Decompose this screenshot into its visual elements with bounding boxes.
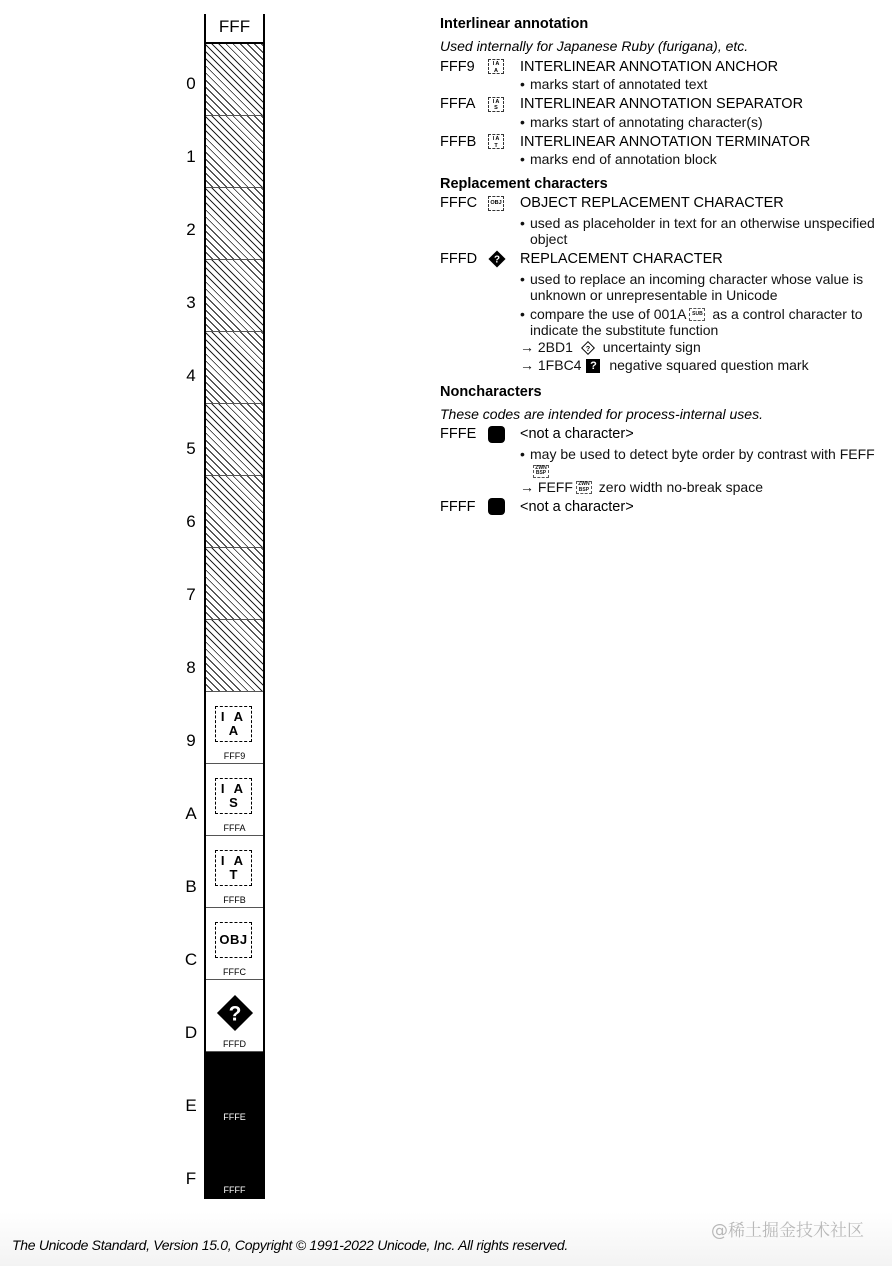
cell-code: FFFA: [223, 823, 246, 833]
interlinear-anchor-icon: I A A: [215, 706, 252, 742]
entry-bullet: • used to replace an incoming character whose value is unknown or unrepresentable in Unicode: [520, 271, 880, 304]
section-note: These codes are intended for process-internal uses.: [440, 405, 763, 422]
entry-name: OBJECT REPLACEMENT CHARACTER: [520, 195, 784, 211]
entry-ffff: [440, 497, 880, 516]
substitute-control-icon: SUB: [689, 308, 705, 321]
cross-reference: → 2BD1 ? uncertainty sign: [520, 338, 701, 355]
char-cell-fffd: [206, 980, 263, 1052]
uncertainty-sign-icon: [581, 341, 595, 355]
interlinear-separator-icon: I A S: [215, 778, 252, 814]
char-cell-fffa: [206, 764, 263, 836]
reserved-cell: [206, 260, 263, 332]
char-cell-fffe: [206, 1052, 263, 1124]
row-label: B: [185, 877, 197, 896]
xref-text: zero width no-break space: [598, 478, 763, 495]
char-cell-fff9: [206, 692, 263, 764]
copyright-footer: The Unicode Standard, Version 15.0, Copyright © 1991-2022 Unicode, Inc. All rights reserved.: [12, 1237, 568, 1253]
row-label: 4: [186, 366, 196, 385]
entry-code: FFFB: [440, 133, 477, 150]
row-label: 0: [186, 74, 196, 93]
entry-fffb: [440, 132, 880, 168]
cell-code: FFFB: [223, 895, 246, 905]
watermark: @稀土掘金技术社区: [711, 1221, 864, 1241]
reserved-cell: [206, 404, 263, 476]
entry-code: FFFA: [440, 96, 476, 112]
reserved-cell: [206, 188, 263, 260]
zwnbsp-icon: ZWN BSP: [533, 465, 549, 478]
xref-text: negative squared question mark: [609, 357, 809, 373]
entry-name: INTERLINEAR ANNOTATION SEPARATOR: [520, 96, 804, 112]
row-label: A: [185, 804, 197, 823]
entry-fffe: [440, 425, 880, 496]
row-label: 5: [186, 439, 196, 458]
row-label: D: [184, 1023, 198, 1042]
cross-reference: → 1FBC4 ? negative squared question mark: [520, 357, 809, 373]
section-title: Noncharacters: [440, 383, 542, 400]
char-cell-ffff: [206, 1124, 263, 1197]
noncharacter-icon: [488, 498, 505, 515]
row-label: E: [185, 1096, 197, 1115]
interlinear-separator-icon: I A S: [488, 97, 504, 112]
replacement-diamond-icon: [216, 994, 254, 1032]
section-title: Replacement characters: [440, 175, 608, 192]
cell-code: FFFE: [223, 1112, 246, 1122]
row-label: 8: [186, 658, 196, 677]
entry-name: <not a character>: [520, 498, 634, 515]
entry-name: REPLACEMENT CHARACTER: [520, 251, 723, 267]
row-label: 3: [186, 293, 196, 312]
negative-squared-question-icon: ?: [586, 359, 600, 373]
cell-code: FFFC: [223, 967, 246, 977]
reserved-cell: [206, 620, 263, 692]
entry-bullet: • may be used to detect byte order by contrast with FEFFZWN BSP: [520, 446, 880, 479]
row-label: 1: [186, 147, 196, 166]
object-replacement-icon: OBJ: [215, 922, 252, 958]
noncharacter-icon: [488, 426, 505, 443]
entry-code: FFF9: [440, 58, 475, 75]
char-cell-fffc: [206, 908, 263, 980]
svg-text:?: ?: [228, 1002, 242, 1026]
xref-text: uncertainty sign: [602, 338, 701, 355]
xref-code: 2BD1: [537, 338, 573, 355]
cell-code: FFFF: [223, 1185, 246, 1195]
row-label: 7: [186, 585, 196, 604]
row-label: C: [184, 950, 198, 969]
reserved-cell: [206, 332, 263, 404]
interlinear-anchor-icon: I A A: [488, 59, 504, 74]
section-title: Interlinear annotation: [440, 16, 589, 32]
entry-fffc: [440, 194, 880, 248]
cross-reference: → FEFF ZWN BSP zero width no-break space: [520, 478, 763, 495]
row-label: 2: [186, 220, 196, 239]
entry-name: INTERLINEAR ANNOTATION TERMINATOR: [520, 133, 811, 150]
entry-bullet: • marks start of annotated text: [520, 76, 880, 93]
entry-fffa: [440, 95, 880, 131]
reserved-cell: [206, 44, 263, 116]
replacement-diamond-icon: [488, 250, 506, 268]
entry-bullet: • marks end of annotation block: [520, 151, 880, 168]
cell-code: FFF9: [223, 751, 246, 761]
row-label: F: [185, 1169, 197, 1188]
entry-name: <not a character>: [520, 426, 634, 442]
reserved-cell: [206, 548, 263, 620]
column-header: FFF: [204, 14, 265, 44]
xref-code: FEFF: [537, 478, 573, 495]
char-cell-fffb: [206, 836, 263, 908]
zwnbsp-icon: ZWN BSP: [576, 481, 592, 494]
svg-text:?: ?: [585, 345, 590, 353]
reserved-cell: [206, 116, 263, 188]
interlinear-terminator-icon: I A T: [215, 850, 252, 886]
entry-name: INTERLINEAR ANNOTATION ANCHOR: [520, 58, 779, 75]
entry-bullet: • used as placeholder in text for an otherwise unspecified object: [520, 215, 880, 248]
entry-code: FFFE: [440, 426, 477, 442]
xref-code: 1FBC4: [537, 357, 582, 373]
entry-fff9: [440, 57, 880, 93]
row-label: 9: [186, 731, 196, 750]
svg-text:?: ?: [493, 254, 501, 266]
entry-code: FFFF: [440, 498, 476, 515]
cell-code: FFFD: [223, 1039, 246, 1049]
names-list: [440, 14, 880, 518]
row-labels: [182, 44, 200, 1212]
reserved-cell: [206, 476, 263, 548]
entry-code: FFFC: [440, 195, 478, 211]
object-replacement-icon: OBJ: [488, 196, 504, 211]
code-chart-cells: [204, 44, 265, 1199]
interlinear-terminator-icon: I A T: [488, 134, 504, 149]
row-label: 6: [186, 512, 196, 531]
entry-fffd: [440, 250, 880, 374]
section-note: Used internally for Japanese Ruby (furigana), etc.: [440, 38, 749, 54]
entry-code: FFFD: [440, 251, 478, 267]
entry-bullet-compare: • compare the use of 001A SUB as a control character to indicate the substitute function: [520, 306, 880, 339]
entry-bullet: • marks start of annotating character(s): [520, 114, 880, 131]
